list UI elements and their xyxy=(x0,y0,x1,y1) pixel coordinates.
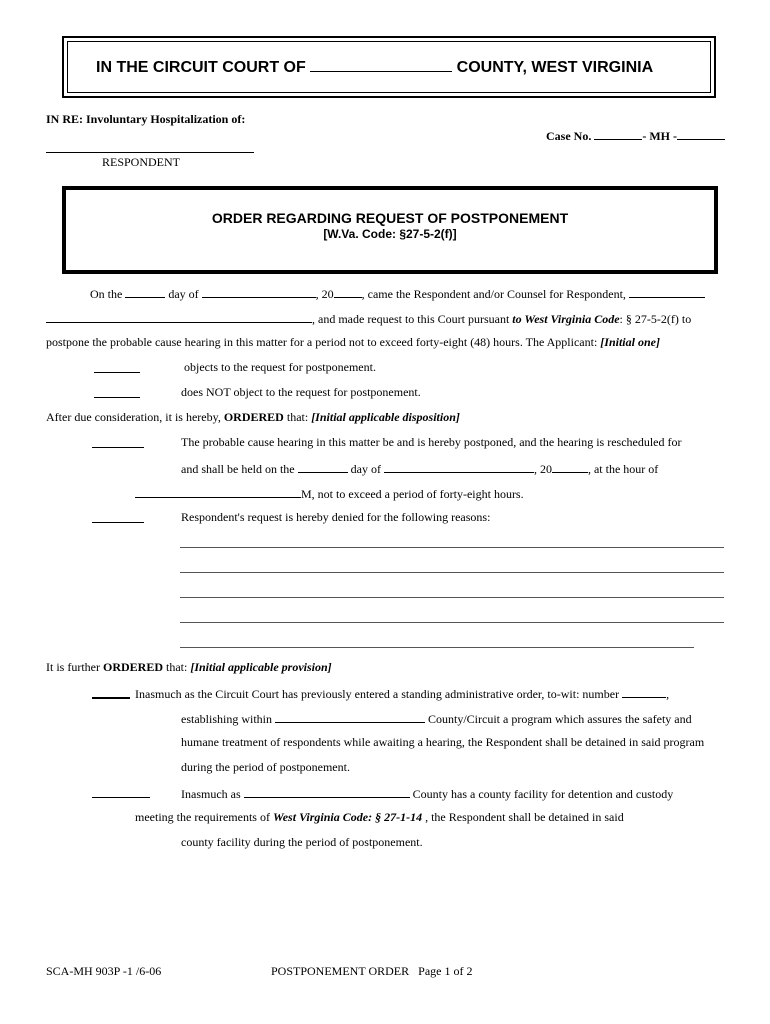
court-header-left: IN THE CIRCUIT COURT OF xyxy=(96,59,306,76)
postpone-text: postpone the probable cause hearing in this matter for a period not to exceed forty-eight (48) hours. The Applicant: xyxy=(46,335,598,349)
hour-m-text: M, not to exceed a period of forty-eight hours. xyxy=(301,487,524,501)
form-id: SCA-MH 903P -1 /6-06 xyxy=(46,964,162,978)
prov1-line-4: during the period of postponement. xyxy=(181,760,350,774)
option-objects: objects to the request for postponement. xyxy=(184,360,376,374)
hearing-day-of-text: day of xyxy=(350,462,381,476)
county-circuit-field[interactable] xyxy=(275,710,425,723)
further-text: It is further xyxy=(46,660,100,674)
prov2-line-3: county facility during the period of postponement. xyxy=(181,835,423,849)
county-facility-text: County has a county facility for detention and custody xyxy=(412,787,674,801)
disp1-line-1: The probable cause hearing in this matter be and is hereby postponed, and the hearing is rescheduled for xyxy=(181,435,682,449)
case-number-field[interactable] xyxy=(677,127,725,140)
hearing-year-field[interactable] xyxy=(552,460,588,473)
made-request-text: , and made request to this Court pursuant xyxy=(312,312,510,326)
respondent-label: RESPONDENT xyxy=(102,155,181,169)
county-circuit-text: County/Circuit a program which assures the safety and xyxy=(428,712,692,726)
order-citation: [W.Va. Code: §27-5-2(f)] xyxy=(323,227,457,241)
intro-line-1 xyxy=(90,285,705,301)
case-year-field[interactable] xyxy=(594,127,642,140)
meeting-text: meeting the requirements of xyxy=(135,810,270,824)
in-re-label: IN RE: Involuntary Hospitalization of: xyxy=(46,112,246,126)
further-that-text: that: xyxy=(166,660,188,674)
order-number-comma: , xyxy=(666,687,670,701)
month-field[interactable] xyxy=(202,285,316,298)
objects-initial-field[interactable] xyxy=(94,372,140,373)
detained-text: , the Respondent shall be detained in said xyxy=(425,810,624,824)
reason-line-3[interactable] xyxy=(180,597,724,598)
page-number: Page 1 of 2 xyxy=(418,964,473,978)
ordered-line xyxy=(46,410,460,424)
hearing-month-field[interactable] xyxy=(384,460,534,473)
intro-line-2 xyxy=(46,310,691,326)
reason-line-5[interactable] xyxy=(180,647,694,648)
prov1-line-1 xyxy=(135,685,669,701)
inasmuch-as-text: Inasmuch as xyxy=(181,787,241,801)
day-field[interactable] xyxy=(125,285,165,298)
initial-one-instruction: [Initial one] xyxy=(600,335,660,349)
further-ordered-line xyxy=(46,660,332,674)
prov1-line-3: humane treatment of respondents while awaiting a hearing, the Respondent shall be detained in said program xyxy=(181,735,705,749)
prov1-line-2 xyxy=(181,710,692,726)
order-title: ORDER REGARDING REQUEST OF POSTPONEMENT xyxy=(211,210,569,226)
standing-order-text: Inasmuch as the Circuit Court has previously entered a standing administrative order, to-wit: number xyxy=(135,687,620,701)
wv-code-ref: to West Virginia Code xyxy=(512,312,620,326)
denied-initial-field[interactable] xyxy=(92,522,144,523)
county-name-field[interactable] xyxy=(310,57,452,72)
disp1-line-2 xyxy=(181,460,658,476)
establishing-text: establishing within xyxy=(181,712,272,726)
order-number-field[interactable] xyxy=(622,685,666,698)
hearing-hour-field[interactable] xyxy=(135,485,301,498)
that-text: that: xyxy=(286,410,309,424)
case-no-label: Case No. xyxy=(546,129,592,143)
counsel-field[interactable] xyxy=(629,285,705,298)
hearing-year-prefix: , 20 xyxy=(533,462,552,476)
disp2-denied: Respondent's request is hereby denied for the following reasons: xyxy=(181,510,491,524)
respondent-name-field[interactable] xyxy=(46,152,254,153)
counsel-field-cont[interactable] xyxy=(46,310,312,323)
came-respondent-text: , came the Respondent and/or Counsel for Respondent, xyxy=(361,287,626,301)
initial-provision-instruction: [Initial applicable provision] xyxy=(190,660,332,674)
reason-line-4[interactable] xyxy=(180,622,724,623)
county-facility-initial-field[interactable] xyxy=(92,797,150,798)
reason-line-1[interactable] xyxy=(180,547,724,548)
hour-of-text: , at the hour of xyxy=(587,462,659,476)
on-the-text: On the xyxy=(90,287,123,301)
initial-disposition-instruction: [Initial applicable disposition] xyxy=(311,410,460,424)
option-not-object: does NOT object to the request for postponement. xyxy=(181,385,421,399)
after-consideration-text: After due consideration, it is hereby, xyxy=(46,410,221,424)
section-text: : § 27-5-2(f) to xyxy=(619,312,692,326)
footer-doc-name: POSTPONEMENT ORDER xyxy=(271,964,410,978)
prov2-line-1 xyxy=(181,785,673,801)
prov2-line-2 xyxy=(135,810,624,824)
further-ordered-text: ORDERED xyxy=(102,660,163,674)
footer-doc-info xyxy=(271,964,472,978)
year-prefix-text: , 20 xyxy=(315,287,334,301)
ordered-text: ORDERED xyxy=(223,410,284,424)
court-header-title xyxy=(96,57,653,77)
court-header-right: COUNTY, WEST VIRGINIA xyxy=(456,59,654,76)
mh-label: - MH - xyxy=(642,129,677,143)
postponed-initial-field[interactable] xyxy=(92,447,144,448)
reason-line-2[interactable] xyxy=(180,572,724,573)
disp1-line-3 xyxy=(135,485,524,501)
day-of-text: day of xyxy=(168,287,199,301)
held-on-text: and shall be held on the xyxy=(181,462,295,476)
hearing-day-field[interactable] xyxy=(298,460,348,473)
standing-order-initial-field[interactable] xyxy=(92,697,130,699)
facility-county-field[interactable] xyxy=(244,785,410,798)
year-field[interactable] xyxy=(334,285,362,298)
not-object-initial-field[interactable] xyxy=(94,397,140,398)
intro-line-3 xyxy=(46,335,660,349)
case-number xyxy=(546,127,725,143)
wv-code-27-1-14: West Virginia Code: § 27-1-14 xyxy=(272,810,423,824)
